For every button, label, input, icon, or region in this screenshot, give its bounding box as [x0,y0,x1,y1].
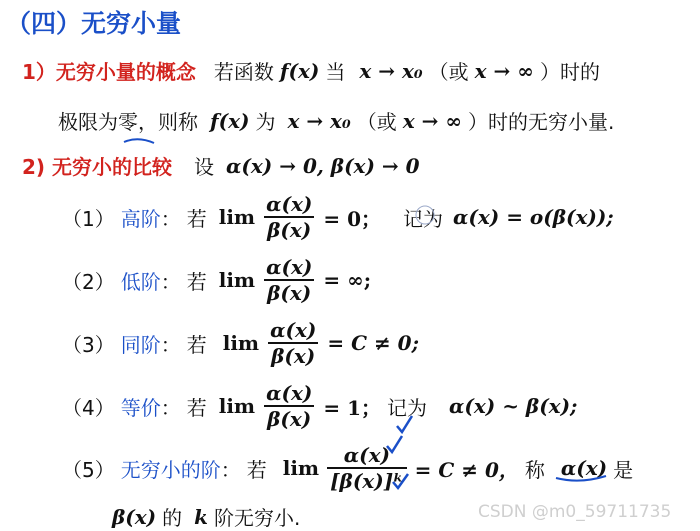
item-tail: 是 [613,457,634,482]
item-result: = 0； [323,206,381,231]
comparison-line [22,151,420,180]
concept-limit-is: 极限为 [58,110,118,134]
item-colon: ： [160,206,181,231]
item-lim: lim [222,331,260,355]
fraction-denominator: β(x) [264,279,314,305]
concept-line-2 [58,106,614,135]
comparison-item-high-order [62,192,614,242]
concept-func-2: f(x) [210,108,250,133]
item-name: 无穷小的阶 [120,457,221,482]
concept-func: f(x) [279,58,320,83]
fraction-numerator: α(x) [266,192,313,216]
section-title: （四）无穷小量 [6,9,182,38]
concept-zero-word: 零 [118,110,138,134]
item-if: 若 [186,395,207,420]
item-if: 若 [186,206,207,231]
item-note: α(x) = o(β(x)); [452,205,614,229]
continuation-de: 的 [162,506,183,530]
item-colon: ： [160,332,181,357]
item-note: α(x) [560,456,608,480]
underline-annotation [120,134,160,148]
comparison-heading: 2) 无穷小的比较 [22,155,173,179]
item-note-label: 称 [524,457,545,482]
item-result: = C ≠ 0; [327,331,419,355]
item-lim: lim [282,456,320,480]
item-result: = 1； [323,395,381,420]
item-name: 同阶 [120,332,161,357]
concept-limit-point: x → x₀ [359,58,423,83]
fraction-denominator: β(x) [264,216,314,242]
item-number: （1） [62,206,115,231]
underline-annotation-2 [552,470,612,486]
checkmark-annotation-3 [390,470,412,496]
continuation-text: 阶无穷小. [214,506,301,530]
comparison-item-order-k [62,443,633,493]
item-note: α(x) ~ β(x); [448,394,578,418]
concept-if: 若函数 [213,60,274,84]
item-fraction [263,192,315,242]
item-number: （3） [62,332,115,357]
item-if: 若 [186,269,207,294]
concept-alt-close: ）时的 [539,60,600,84]
concept-alt-open-2: （或 [356,110,397,134]
fraction-denominator: [β(x)]ᵏ [327,467,407,493]
fraction-numerator: α(x) [270,318,317,342]
concept-when: 当 [325,60,346,84]
concept-heading: 1）无穷小量的概念 [22,60,196,84]
item-note-label: 记为 [386,395,427,420]
item-name: 低阶 [120,269,161,294]
item-if: 若 [246,457,267,482]
cursor-circle-annotation [414,204,436,226]
concept-end: ）时的无穷小量. [468,110,615,134]
comparison-setup: α(x) → 0, β(x) → 0 [226,153,420,178]
item-number: （5） [62,457,115,482]
item-fraction [263,381,315,431]
item-note-label: 记为 [402,206,443,231]
concept-as: 为 [255,110,276,134]
item-number: （2） [62,269,115,294]
concept-then-called: ，则称 [138,110,198,134]
comparison-item-same-order [62,318,419,368]
item-fraction [267,318,319,368]
concept-line-1 [22,56,600,85]
item-number: （4） [62,395,115,420]
concept-limit-inf: x → ∞ [474,58,534,83]
comparison-item-equivalent [62,381,577,431]
item-lim: lim [218,268,256,292]
comparison-setup-label: 设 [194,155,215,179]
item-result: = C ≠ 0， [414,457,519,482]
item-name: 高阶 [120,206,161,231]
concept-limit-inf-2: x → ∞ [402,108,463,133]
watermark: CSDN @m0_59711735 [478,502,672,522]
fraction-numerator: α(x) [266,381,313,405]
item-colon: ： [160,269,181,294]
item-colon: ： [220,457,241,482]
fraction-denominator: β(x) [268,342,318,368]
item-lim: lim [218,394,256,418]
concept-limit-point-2: x → x₀ [287,108,351,133]
item-lim: lim [218,205,256,229]
order-k-continuation [112,502,300,531]
item-colon: ： [160,395,181,420]
item-result: = ∞; [323,268,372,292]
comparison-item-low-order [62,255,371,305]
fraction-denominator: β(x) [264,405,314,431]
item-if: 若 [186,332,207,357]
checkmark-annotation-2 [384,432,406,458]
fraction-numerator: α(x) [266,255,313,279]
continuation-k: k [194,504,208,529]
continuation-func: β(x) [112,504,157,529]
fraction-numerator: α(x) [343,443,390,467]
item-fraction [263,255,315,305]
concept-alt-open: （或 [428,60,469,84]
item-name: 等价 [120,395,161,420]
